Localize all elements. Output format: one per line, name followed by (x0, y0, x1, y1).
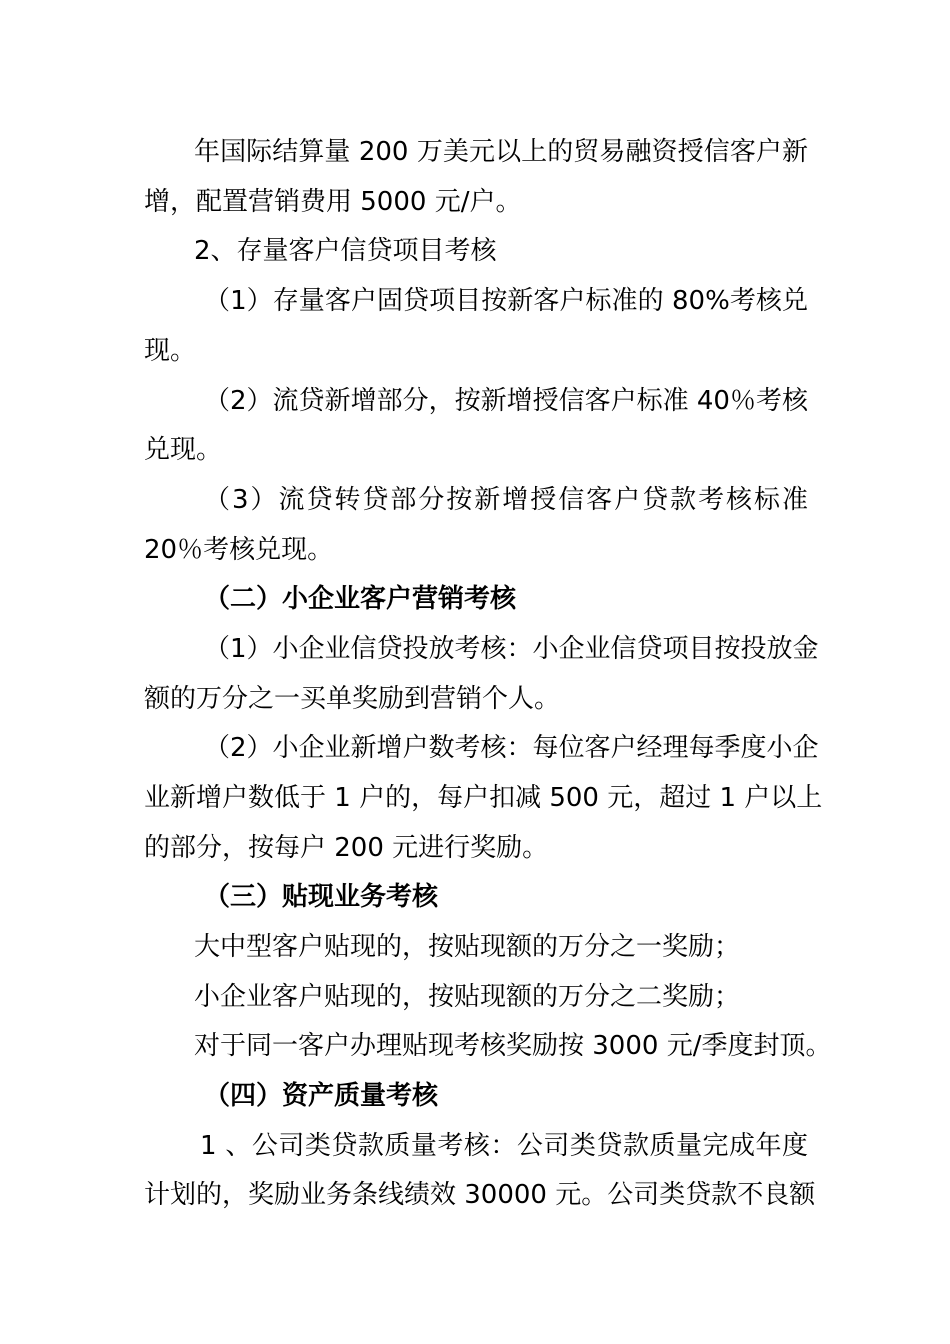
paragraph-line: 1 、公司类贷款质量考核：公司类贷款质量完成年度 (200, 1131, 808, 1161)
paragraph-line: （1）存量客户固贷项目按新客户标准的 80%考核兑 (204, 286, 808, 316)
paragraph-line: （2）小企业新增户数考核：每位客户经理每季度小企 (204, 733, 819, 763)
paragraph-line: 的部分，按每户 200 元进行奖励。 (144, 833, 549, 863)
paragraph-line: （2）流贷新增部分，按新增授信客户标准 40％考核 (204, 386, 808, 416)
section-heading: （二）小企业客户营销考核 (204, 584, 517, 614)
paragraph-line: 20％考核兑现。 (144, 535, 334, 565)
paragraph-line: 兑现。 (144, 435, 223, 465)
paragraph-line: 现。 (144, 336, 197, 366)
paragraph-line: （1）小企业信贷投放考核：小企业信贷项目按投放金 (204, 634, 819, 664)
paragraph-line: 业新增户数低于 1 户的，每户扣减 500 元，超过 1 户以上 (144, 783, 823, 813)
paragraph-line: 小企业客户贴现的，按贴现额的万分之二奖励； (194, 982, 741, 1012)
paragraph-line: 增，配置营销费用 5000 元/户。 (144, 187, 522, 217)
section-heading: （三）贴现业务考核 (204, 882, 439, 912)
paragraph-line: 对于同一客户办理贴现考核奖励按 3000 元/季度封顶。 (194, 1031, 832, 1061)
section-heading: 2、存量客户信贷项目考核 (194, 236, 497, 266)
paragraph-line: 大中型客户贴现的，按贴现额的万分之一奖励； (194, 932, 741, 962)
paragraph-line: 计划的，奖励业务条线绩效 30000 元。公司类贷款不良额 (144, 1180, 816, 1210)
paragraph-line: 额的万分之一买单奖励到营销个人。 (144, 684, 561, 714)
paragraph-line: （3）流贷转贷部分按新增授信客户贷款考核标准 (204, 485, 808, 515)
section-heading: （四）资产质量考核 (204, 1081, 439, 1111)
paragraph-line: 年国际结算量 200 万美元以上的贸易融资授信客户新 (194, 137, 808, 167)
